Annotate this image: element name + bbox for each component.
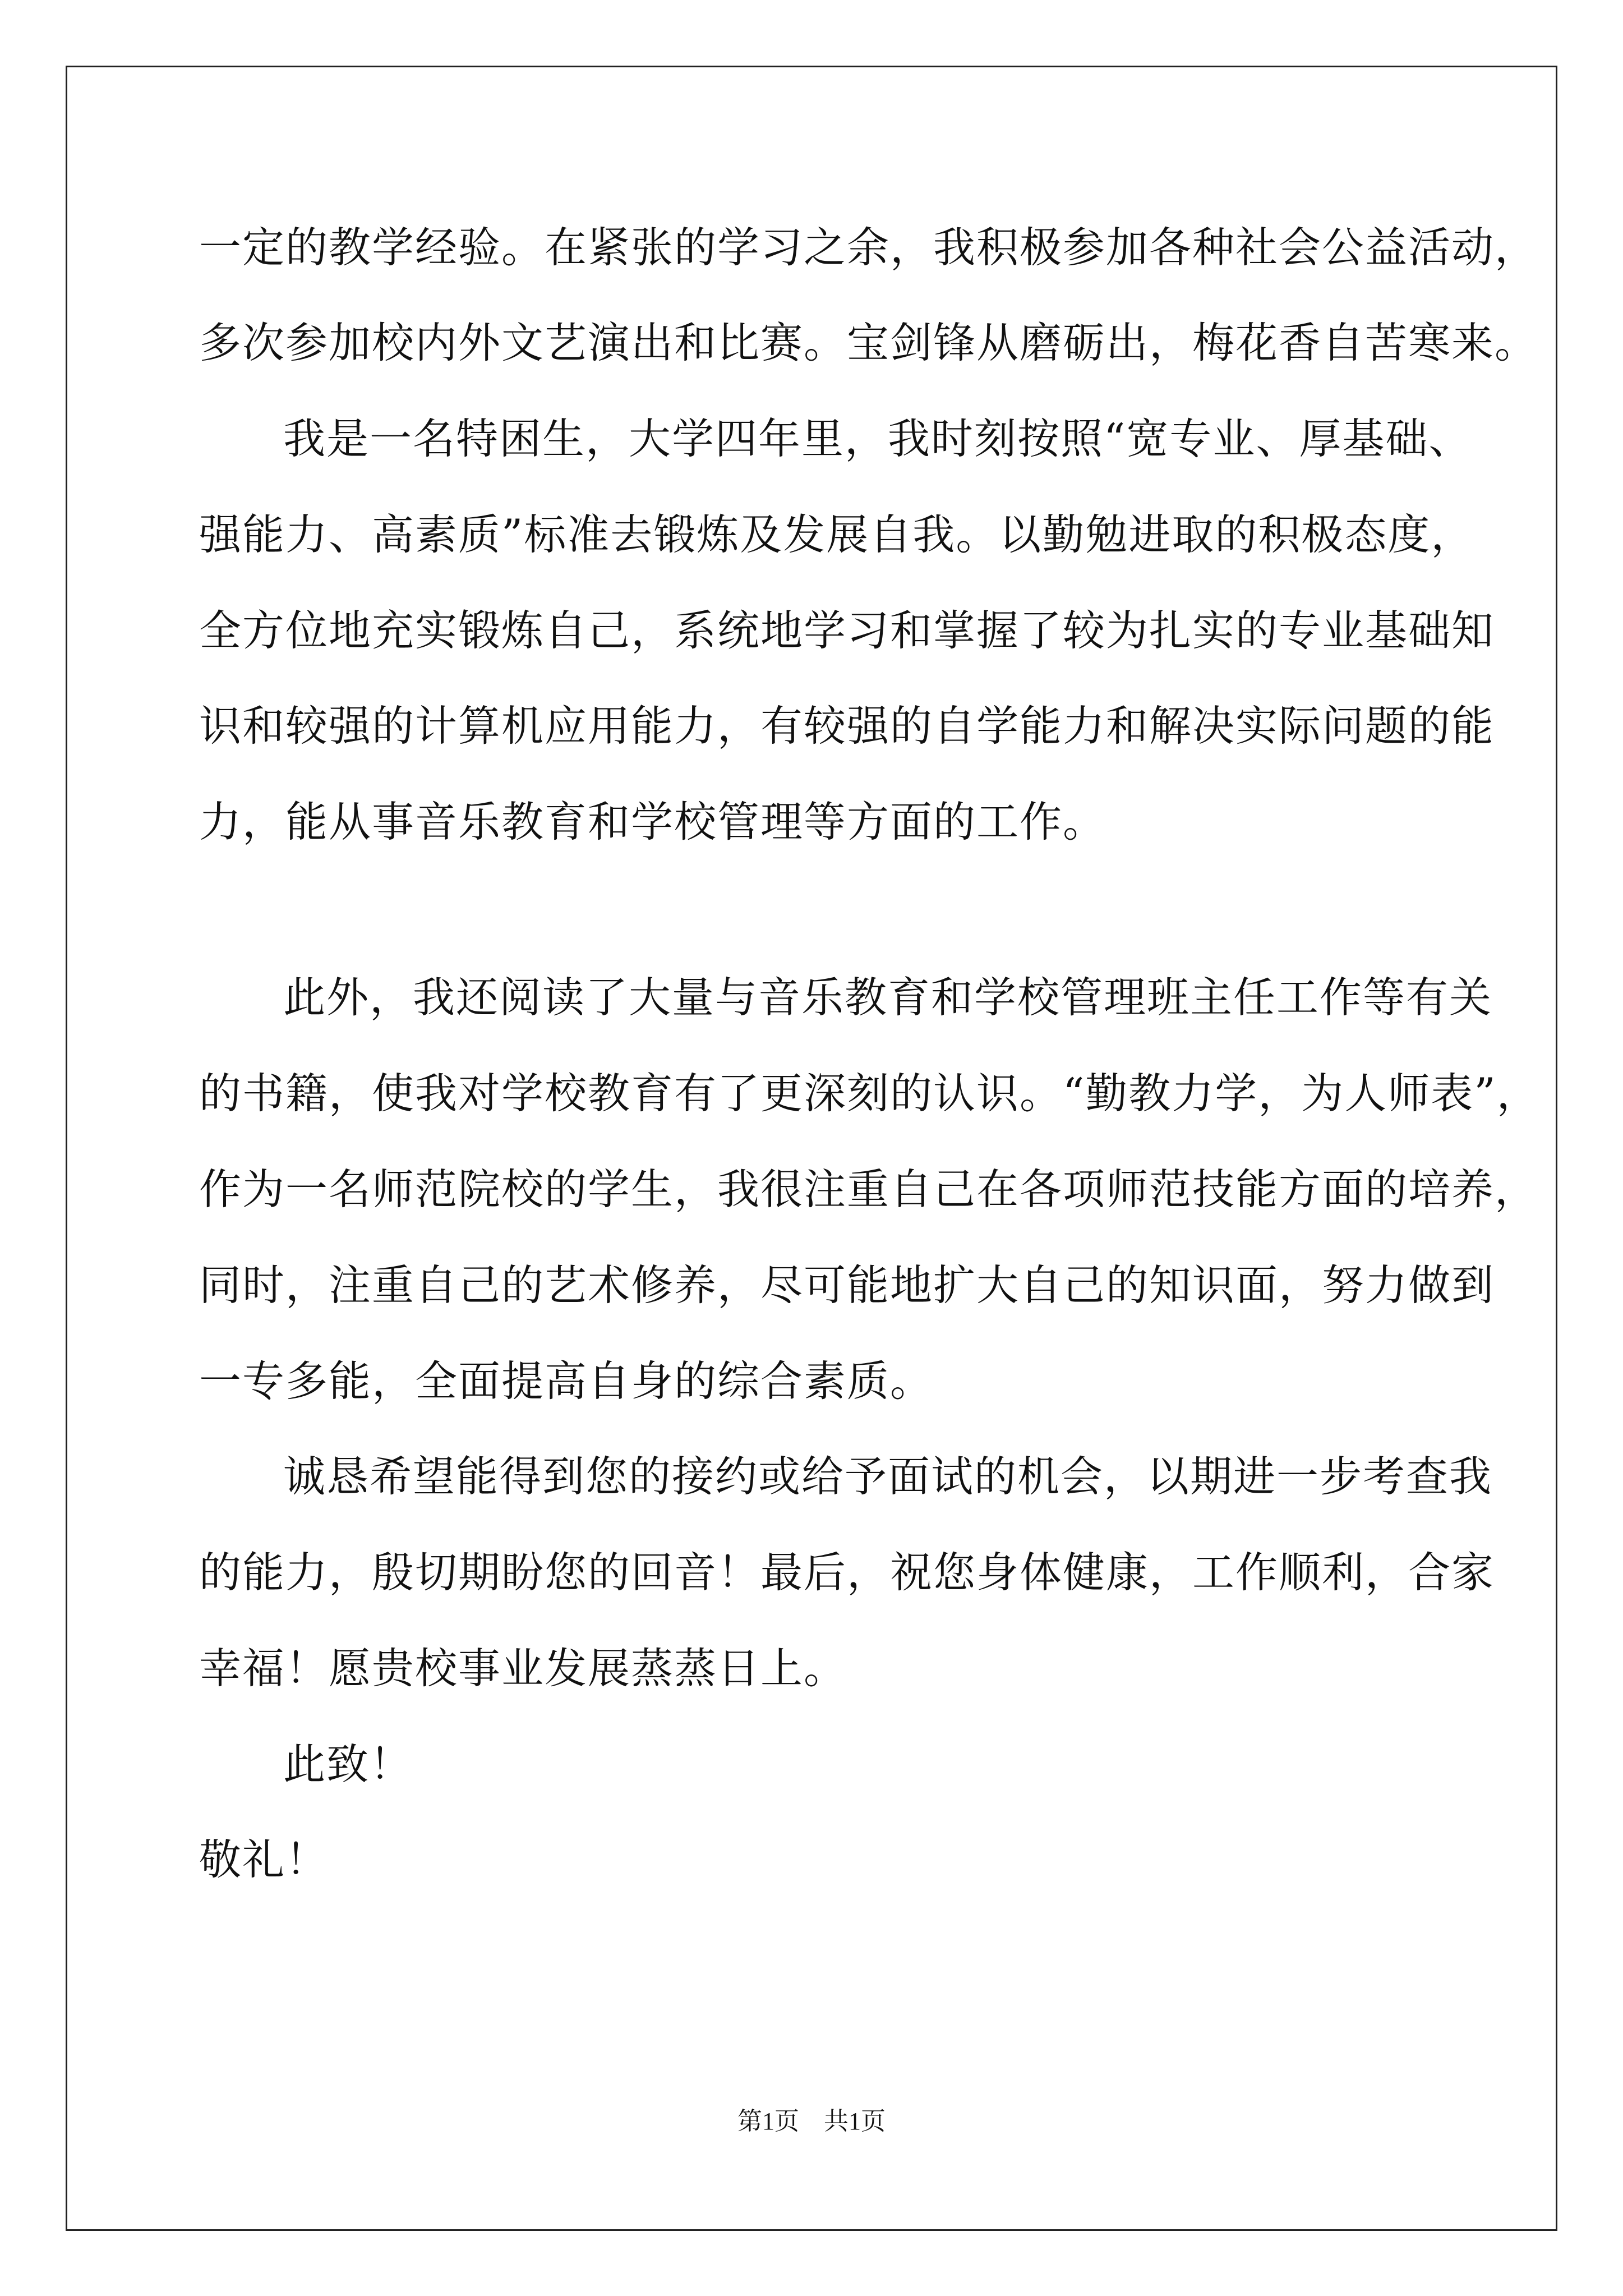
closing-salutation: 此致！ — [283, 1740, 413, 1789]
body-line: 幸福！愿贵校事业发展蒸蒸日上。 — [199, 1644, 847, 1693]
body-line: 一定的教学经验。在紧张的学习之余，我积极参加各种社会公益活动， — [199, 223, 1538, 272]
body-line: 全方位地充实锻炼自己，系统地学习和掌握了较为扎实的专业基础知 — [199, 606, 1495, 655]
paragraph-first-line: 诚恳希望能得到您的接约或给予面试的机会，以期进一步考查我 — [283, 1452, 1493, 1501]
paragraph-first-line: 此外，我还阅读了大量与音乐教育和学校管理班主任工作等有关 — [283, 973, 1493, 1022]
closing-regards: 敬礼！ — [199, 1835, 329, 1884]
body-line: 识和较强的计算机应用能力，有较强的自学能力和解决实际问题的能 — [199, 701, 1495, 751]
paragraph-first-line: 我是一名特困生，大学四年里，我时刻按照“宽专业、厚基础、 — [283, 414, 1472, 463]
page-border — [66, 66, 1557, 2231]
body-line: 作为一名师范院校的学生，我很注重自己在各项师范技能方面的培养， — [199, 1165, 1538, 1214]
page-number-footer: 第1页 共1页 — [737, 2108, 886, 2135]
body-line: 同时，注重自己的艺术修养，尽可能地扩大自己的知识面，努力做到 — [199, 1260, 1495, 1310]
body-line: 力，能从事音乐教育和学校管理等方面的工作。 — [199, 797, 1106, 846]
body-line: 的能力，殷切期盼您的回音！最后，祝您身体健康，工作顺利，合家 — [199, 1548, 1495, 1597]
body-line: 多次参加校内外文艺演出和比赛。宝剑锋从磨砺出，梅花香自苦寒来。 — [199, 318, 1538, 367]
body-line: 强能力、高素质”标准去锻炼及发展自我。以勤勉进取的积极态度， — [199, 510, 1474, 559]
body-line: 的书籍，使我对学校教育有了更深刻的认识。“勤教力学，为人师表”， — [199, 1069, 1540, 1118]
body-line: 一专多能，全面提高自身的综合素质。 — [199, 1356, 934, 1406]
